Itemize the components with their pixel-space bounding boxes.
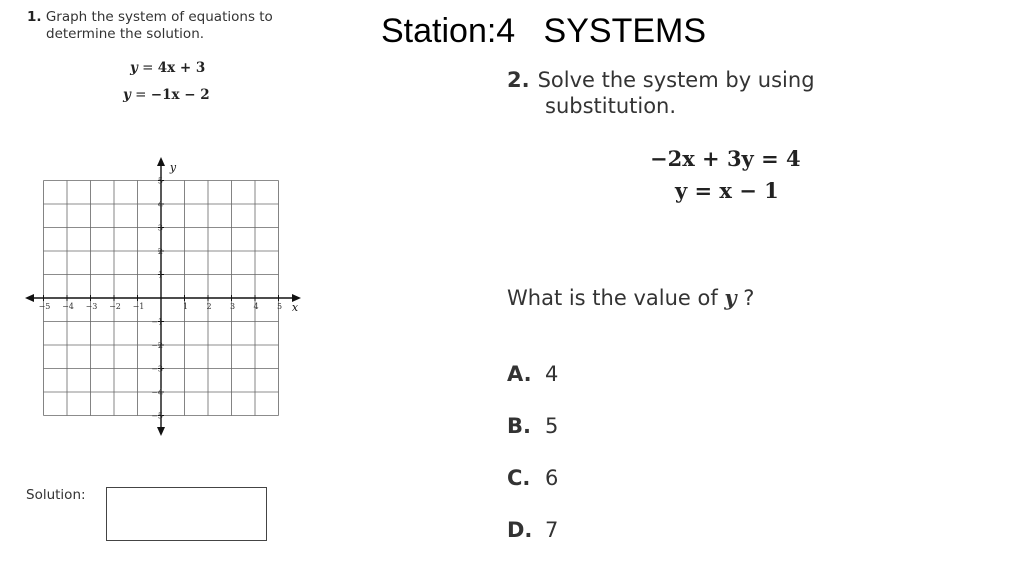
y-axis-label: y: [169, 161, 177, 174]
problem-2-prompt: [507, 68, 815, 92]
x-axis-label: x: [291, 301, 299, 314]
problem-2-prompt-line2: substitution.: [545, 94, 677, 118]
y-tick-label: −3: [151, 364, 163, 374]
x-tick-label: 5: [276, 302, 283, 311]
equation-lhs: y: [123, 87, 131, 103]
equation-rhs: 4x + 3: [157, 60, 206, 76]
choice-letter: D.: [507, 518, 533, 542]
x-tick-label: 3: [229, 302, 236, 311]
problem-1-equation-1: [130, 60, 205, 76]
x-tick-label: −3: [85, 302, 98, 311]
choice-value: 5: [545, 414, 559, 438]
choice-d[interactable]: [507, 518, 558, 542]
problem-2-number: 2.: [507, 68, 530, 92]
solution-answer-box[interactable]: [106, 487, 267, 541]
problem-1-number: 1.: [27, 9, 42, 25]
x-tick-label: 1: [182, 302, 189, 311]
y-tick-label: 3: [157, 223, 163, 233]
x-tick-label: 4: [253, 302, 259, 311]
y-tick-label: −5: [151, 411, 163, 421]
choice-b[interactable]: [507, 414, 558, 438]
equation-lhs: y: [130, 60, 138, 76]
y-tick-label: 5: [157, 176, 163, 186]
equation-rhs: −1x − 2: [150, 87, 210, 103]
y-tick-label: 2: [157, 247, 163, 256]
question-mark: ?: [736, 286, 755, 310]
choice-value: 7: [545, 518, 559, 542]
x-tick-label: −5: [38, 302, 51, 311]
x-tick-label: −4: [62, 302, 74, 311]
x-tick-label: −2: [109, 302, 121, 311]
y-tick-label: 1: [157, 270, 163, 280]
choice-value: 4: [545, 362, 559, 386]
question-variable: y: [724, 285, 737, 310]
page-title: Station:4 SYSTEMS: [381, 12, 707, 50]
choice-c[interactable]: [507, 466, 558, 490]
x-axis-arrow-left: [25, 294, 34, 302]
problem-2-equation-2: y = x − 1: [675, 178, 779, 203]
x-tick-label: 2: [206, 302, 212, 311]
question-text: What is the value of: [507, 286, 725, 310]
choice-letter: A.: [507, 362, 532, 386]
solution-label: Solution:: [26, 487, 86, 503]
y-tick-label: −2: [151, 341, 163, 350]
problem-1-prompt-line2: determine the solution.: [46, 26, 205, 42]
problem-1-prompt-line1: Graph the system of equations to: [45, 9, 273, 25]
x-tick-label: −1: [132, 302, 145, 311]
choice-a[interactable]: [507, 362, 558, 386]
problem-1-equation-2: [123, 87, 210, 103]
choice-letter: C.: [507, 466, 531, 490]
y-tick-label: 4: [157, 200, 163, 209]
coordinate-grid[interactable]: [20, 155, 310, 440]
y-axis-arrow-down: [157, 427, 165, 436]
choice-value: 6: [545, 466, 559, 490]
y-tick-label: −4: [151, 388, 163, 397]
problem-1-prompt: [27, 9, 273, 25]
choice-letter: B.: [507, 414, 531, 438]
y-tick-label: −1: [151, 317, 163, 327]
equation-rel: =: [137, 60, 158, 76]
problem-2-prompt-line1: Solve the system by using: [537, 68, 815, 92]
equation-rel: =: [130, 87, 151, 103]
y-axis-arrow-up: [157, 157, 165, 166]
problem-2-question: [507, 285, 754, 310]
problem-2-equation-1: −2x + 3y = 4: [650, 146, 801, 171]
